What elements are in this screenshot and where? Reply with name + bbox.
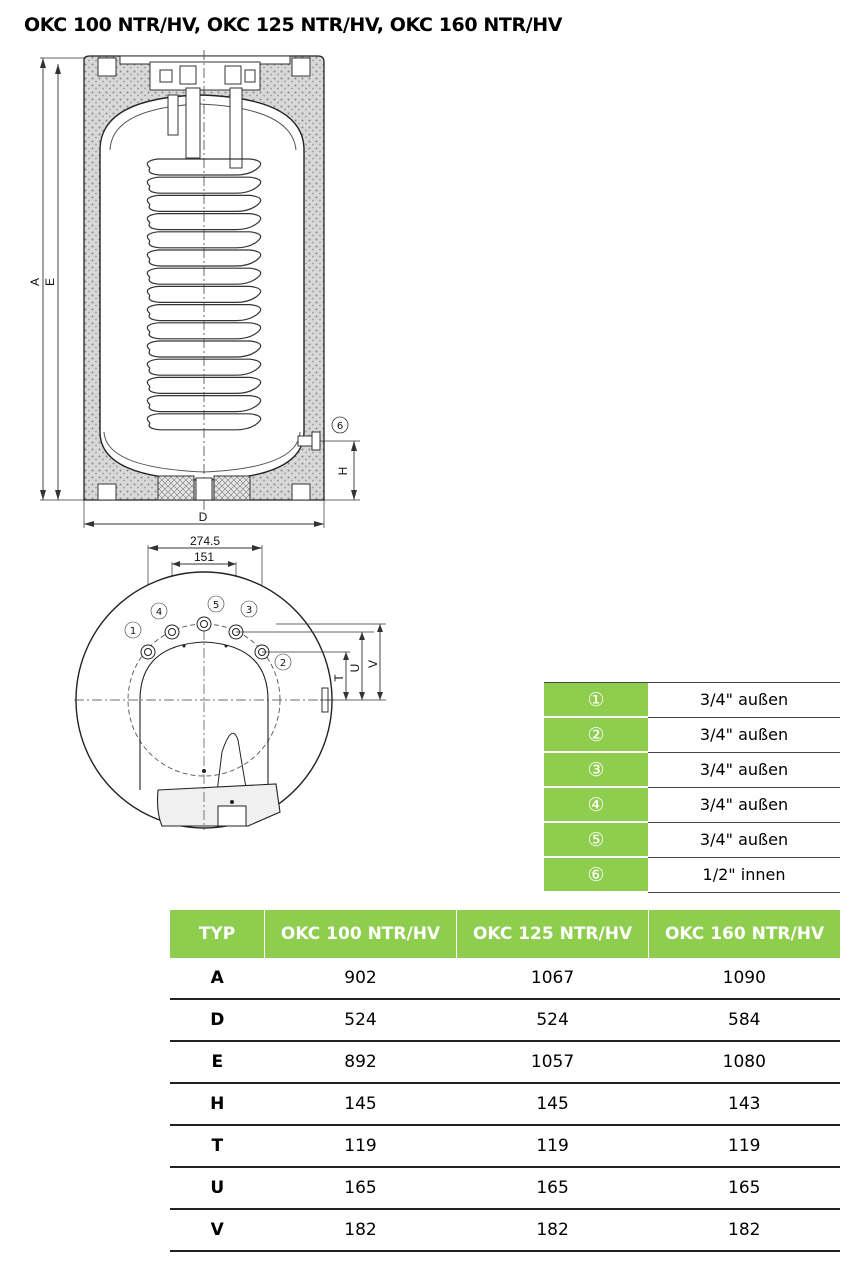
connection-row: [544, 752, 840, 787]
dimension-value: 182: [649, 1209, 840, 1251]
dimension-value: 892: [265, 1041, 457, 1083]
marker-5: 5: [212, 600, 220, 611]
dimension-value: 119: [457, 1125, 649, 1167]
dimension-key: E: [170, 1041, 265, 1083]
marker-6: 6: [336, 421, 344, 432]
connection-number: ⑤: [544, 822, 648, 857]
marker-1: 1: [129, 626, 137, 637]
dimension-row: [170, 1167, 840, 1209]
header-okc-160: OKC 160 NTR/HV: [649, 910, 840, 958]
dimension-value: 524: [457, 999, 649, 1041]
dimension-row: [170, 1125, 840, 1167]
dimension-key: H: [170, 1083, 265, 1125]
dimension-value: 145: [457, 1083, 649, 1125]
connection-value: 3/4" außen: [648, 683, 840, 718]
dim-label-v: V: [366, 659, 380, 669]
dimension-value: 145: [265, 1083, 457, 1125]
marker-2: 2: [279, 658, 287, 669]
side-section-view: [28, 50, 360, 528]
connection-value: 3/4" außen: [648, 787, 840, 822]
dimension-row: [170, 999, 840, 1041]
connection-number: ③: [544, 752, 648, 787]
dimension-key: V: [170, 1209, 265, 1251]
dimension-key: D: [170, 999, 265, 1041]
connection-value: 3/4" außen: [648, 752, 840, 787]
dimension-value: 584: [649, 999, 840, 1041]
dimension-header-row: [170, 910, 840, 958]
header-okc-100: OKC 100 NTR/HV: [265, 910, 457, 958]
connection-number: ④: [544, 787, 648, 822]
header-typ: TYP: [170, 910, 265, 958]
dimension-value: 165: [265, 1167, 457, 1209]
dimension-value: 1057: [457, 1041, 649, 1083]
dimension-value: 165: [649, 1167, 840, 1209]
top-view: [74, 534, 386, 830]
header-okc-125: OKC 125 NTR/HV: [457, 910, 649, 958]
dim-151: 151: [193, 550, 215, 564]
dimension-row: [170, 1083, 840, 1125]
dimension-value: 182: [457, 1209, 649, 1251]
connection-value: 3/4" außen: [648, 822, 840, 857]
dim-label-a: A: [28, 277, 42, 287]
dimension-row: [170, 958, 840, 999]
dimension-value: 1090: [649, 958, 840, 999]
dimension-value: 119: [649, 1125, 840, 1167]
connection-number: ①: [544, 683, 648, 718]
connection-row: [544, 717, 840, 752]
connection-row: [544, 857, 840, 892]
dimension-value: 902: [265, 958, 457, 999]
dim-label-d: D: [198, 510, 208, 524]
dim-label-e: E: [43, 277, 57, 287]
dimension-table: [170, 910, 840, 1252]
dimension-value: 1067: [457, 958, 649, 999]
dimension-row: [170, 1209, 840, 1251]
inner-tank: [100, 95, 304, 480]
connection-number: ⑥: [544, 857, 648, 892]
marker-4: 4: [155, 607, 163, 618]
dim-label-t: T: [332, 674, 346, 682]
connection-number: ②: [544, 717, 648, 752]
dim-label-h: H: [336, 466, 350, 476]
connection-row: [544, 683, 840, 718]
connection-row: [544, 787, 840, 822]
dimension-value: 182: [265, 1209, 457, 1251]
marker-3: 3: [245, 605, 253, 616]
connection-value: 3/4" außen: [648, 717, 840, 752]
dimension-value: 1080: [649, 1041, 840, 1083]
connection-row: [544, 822, 840, 857]
dimension-row: [170, 1041, 840, 1083]
dim-274-5: 274.5: [189, 534, 221, 548]
connection-value: 1/2" innen: [648, 857, 840, 892]
dimension-value: 143: [649, 1083, 840, 1125]
dim-label-u: U: [348, 663, 362, 673]
dimension-key: U: [170, 1167, 265, 1209]
dimension-key: A: [170, 958, 265, 999]
dimension-key: T: [170, 1125, 265, 1167]
dimension-value: 119: [265, 1125, 457, 1167]
page-title: OKC 100 NTR/HV, OKC 125 NTR/HV, OKC 160 NTR/HV: [24, 14, 563, 36]
dimension-value: 524: [265, 999, 457, 1041]
dimension-value: 165: [457, 1167, 649, 1209]
connection-table: [544, 682, 840, 893]
